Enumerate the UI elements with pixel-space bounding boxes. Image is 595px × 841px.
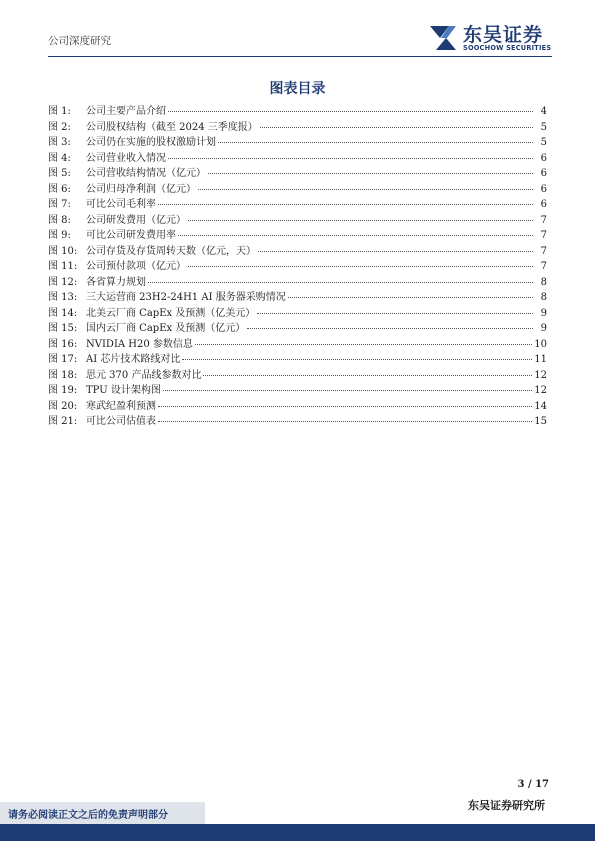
toc-entry-number: 图 5: xyxy=(48,168,71,179)
toc-entry-page: 12 xyxy=(534,385,547,396)
toc-entry-title: 寒武纪盈利预测 xyxy=(86,400,156,412)
toc-dot-leader xyxy=(158,421,532,422)
toc-entry-number: 图 6: xyxy=(48,183,71,195)
toc-entry-number: 图 3: xyxy=(48,137,71,148)
soochow-logo-icon xyxy=(427,22,459,54)
toc-entry-title: 思元 370 产品线参数对比 xyxy=(86,369,202,381)
toc-entry-number: 图 9: xyxy=(48,230,71,241)
toc-entry-title: NVIDIA H20 参数信息 xyxy=(86,338,193,350)
toc-entry-page: 6 xyxy=(540,152,547,164)
toc-entry[interactable] xyxy=(48,319,547,335)
toc-entry-number: 图 18: xyxy=(48,369,78,381)
toc-entry-title: 可比公司研发费用率 xyxy=(86,230,176,241)
toc-entry-page: 4 xyxy=(540,106,547,117)
toc-entry-number: 图 7: xyxy=(48,199,71,210)
toc-entry[interactable] xyxy=(48,226,547,242)
toc-entry-title: 公司股权结构（截至 2024 三季度报） xyxy=(86,121,258,133)
bottom-band xyxy=(0,824,595,841)
toc-entry-number: 图 20: xyxy=(48,400,78,412)
toc-entry[interactable] xyxy=(48,180,547,196)
toc-entry-number: 图 17: xyxy=(48,354,78,365)
toc-dot-leader xyxy=(158,406,532,407)
toc-dot-leader xyxy=(198,189,533,190)
header-rule xyxy=(48,56,552,57)
toc-entry-number: 图 8: xyxy=(48,214,71,226)
toc-entry-page: 7 xyxy=(540,261,547,272)
toc-dot-leader xyxy=(208,173,533,174)
toc-dot-leader xyxy=(258,251,533,252)
toc-entry[interactable] xyxy=(48,366,547,382)
toc-dot-leader xyxy=(182,359,532,360)
footer-org-name: 东吴证券研究所 xyxy=(468,799,545,812)
toc-entry[interactable] xyxy=(48,102,547,118)
toc-entry-title: 可比公司毛利率 xyxy=(86,199,156,210)
toc-entry-number: 图 11: xyxy=(48,261,78,272)
disclaimer-bar xyxy=(0,802,205,824)
toc-entry[interactable] xyxy=(48,335,547,351)
header-section-label: 公司深度研究 xyxy=(48,35,111,47)
toc-entry[interactable] xyxy=(48,164,547,180)
toc-entry-page: 11 xyxy=(534,354,547,365)
toc-entry-page: 7 xyxy=(540,245,547,257)
toc-entry-page: 15 xyxy=(534,416,547,427)
logo-english-name: SOOCHOW SECURITIES xyxy=(463,44,552,52)
toc-dot-leader xyxy=(163,390,532,391)
toc-entry-number: 图 2: xyxy=(48,121,71,133)
toc-entry-title: 公司主要产品介绍 xyxy=(86,106,166,117)
toc-entry-title: 公司存货及存货周转天数（亿元，天） xyxy=(86,245,256,257)
toc-entry-number: 图 12: xyxy=(48,276,78,288)
toc-entry-number: 图 19: xyxy=(48,385,78,396)
toc-entry-page: 5 xyxy=(540,121,547,133)
toc-entry-title: 各省算力规划 xyxy=(86,276,146,288)
toc-entry-title: 国内云厂商 CapEx 及预测（亿元） xyxy=(86,323,246,334)
toc-dot-leader xyxy=(168,158,533,159)
toc-entry-title: 公司预付款项（亿元） xyxy=(86,261,186,272)
toc-dot-leader xyxy=(148,282,533,283)
toc-entry-number: 图 1: xyxy=(48,106,71,117)
toc-entry-page: 14 xyxy=(534,400,547,412)
toc-dot-leader xyxy=(188,266,533,267)
toc-entry[interactable] xyxy=(48,273,547,289)
toc-entry-title: 北美云厂商 CapEx 及预测（亿美元） xyxy=(86,307,256,319)
toc-entry-page: 6 xyxy=(540,199,547,210)
toc-entry-number: 图 21: xyxy=(48,416,78,427)
toc-entry[interactable] xyxy=(48,242,547,258)
toc-entry-number: 图 10: xyxy=(48,245,78,257)
toc-entry[interactable] xyxy=(48,195,547,211)
disclaimer-text: 请务必阅读正文之后的免责声明部分 xyxy=(8,810,168,821)
toc-entry[interactable] xyxy=(48,397,547,413)
toc-entry-title: AI 芯片技术路线对比 xyxy=(86,354,181,365)
toc-entry-title: 公司营业收入情况 xyxy=(86,152,166,164)
toc-entry-page: 7 xyxy=(540,230,547,241)
toc-dot-leader xyxy=(168,111,533,112)
toc-entry[interactable] xyxy=(48,288,547,304)
toc-entry-page: 6 xyxy=(540,168,547,179)
toc-entry-title: 可比公司估值表 xyxy=(86,416,156,427)
toc-dot-leader xyxy=(288,297,533,298)
toc-entry-title: 公司仍在实施的股权激励计划 xyxy=(86,137,216,148)
toc-entry-page: 9 xyxy=(540,323,547,334)
toc-entry-title: TPU 设计架构图 xyxy=(86,385,161,396)
page-number: 3 / 17 xyxy=(517,779,549,790)
toc-entry-number: 图 4: xyxy=(48,152,71,164)
toc-dot-leader xyxy=(203,375,532,376)
toc-entry[interactable] xyxy=(48,257,547,273)
toc-entry-title: 公司归母净利润（亿元） xyxy=(86,183,196,195)
toc-title: 图表目录 xyxy=(269,81,326,97)
toc-entry[interactable] xyxy=(48,412,547,428)
toc-entry[interactable] xyxy=(48,118,547,134)
toc-dot-leader xyxy=(178,235,533,236)
toc-entry-title: 三大运营商 23H2-24H1 AI 服务器采购情况 xyxy=(86,292,286,303)
toc-entry-number: 图 13: xyxy=(48,292,78,303)
toc-entry-title: 公司营收结构情况（亿元） xyxy=(86,168,206,179)
toc-entry-page: 10 xyxy=(534,338,547,350)
toc-dot-leader xyxy=(158,204,533,205)
toc-entry[interactable] xyxy=(48,149,547,165)
toc-entry-number: 图 15: xyxy=(48,323,78,334)
toc-entry-title: 公司研发费用（亿元） xyxy=(86,214,186,226)
toc-entry-number: 图 14: xyxy=(48,307,78,319)
toc-entry[interactable] xyxy=(48,133,547,149)
toc-entry[interactable] xyxy=(48,304,547,320)
toc-entry-page: 12 xyxy=(534,369,547,381)
toc-entry[interactable] xyxy=(48,381,547,397)
toc-dot-leader xyxy=(257,313,533,314)
toc-list xyxy=(48,102,547,428)
toc-entry-page: 6 xyxy=(540,183,547,195)
toc-entry-page: 9 xyxy=(540,307,547,319)
logo-chinese-name: 东吴证券 xyxy=(463,24,544,46)
toc-dot-leader xyxy=(247,328,533,329)
toc-dot-leader xyxy=(260,127,533,128)
toc-entry-page: 7 xyxy=(540,214,547,226)
toc-dot-leader xyxy=(218,142,533,143)
toc-dot-leader xyxy=(188,220,533,221)
toc-entry-page: 5 xyxy=(540,137,547,148)
toc-entry-number: 图 16: xyxy=(48,338,78,350)
company-logo xyxy=(427,22,557,56)
toc-dot-leader xyxy=(195,344,532,345)
toc-entry-page: 8 xyxy=(540,276,547,288)
toc-entry-page: 8 xyxy=(540,292,547,303)
toc-entry[interactable] xyxy=(48,211,547,227)
toc-entry[interactable] xyxy=(48,350,547,366)
